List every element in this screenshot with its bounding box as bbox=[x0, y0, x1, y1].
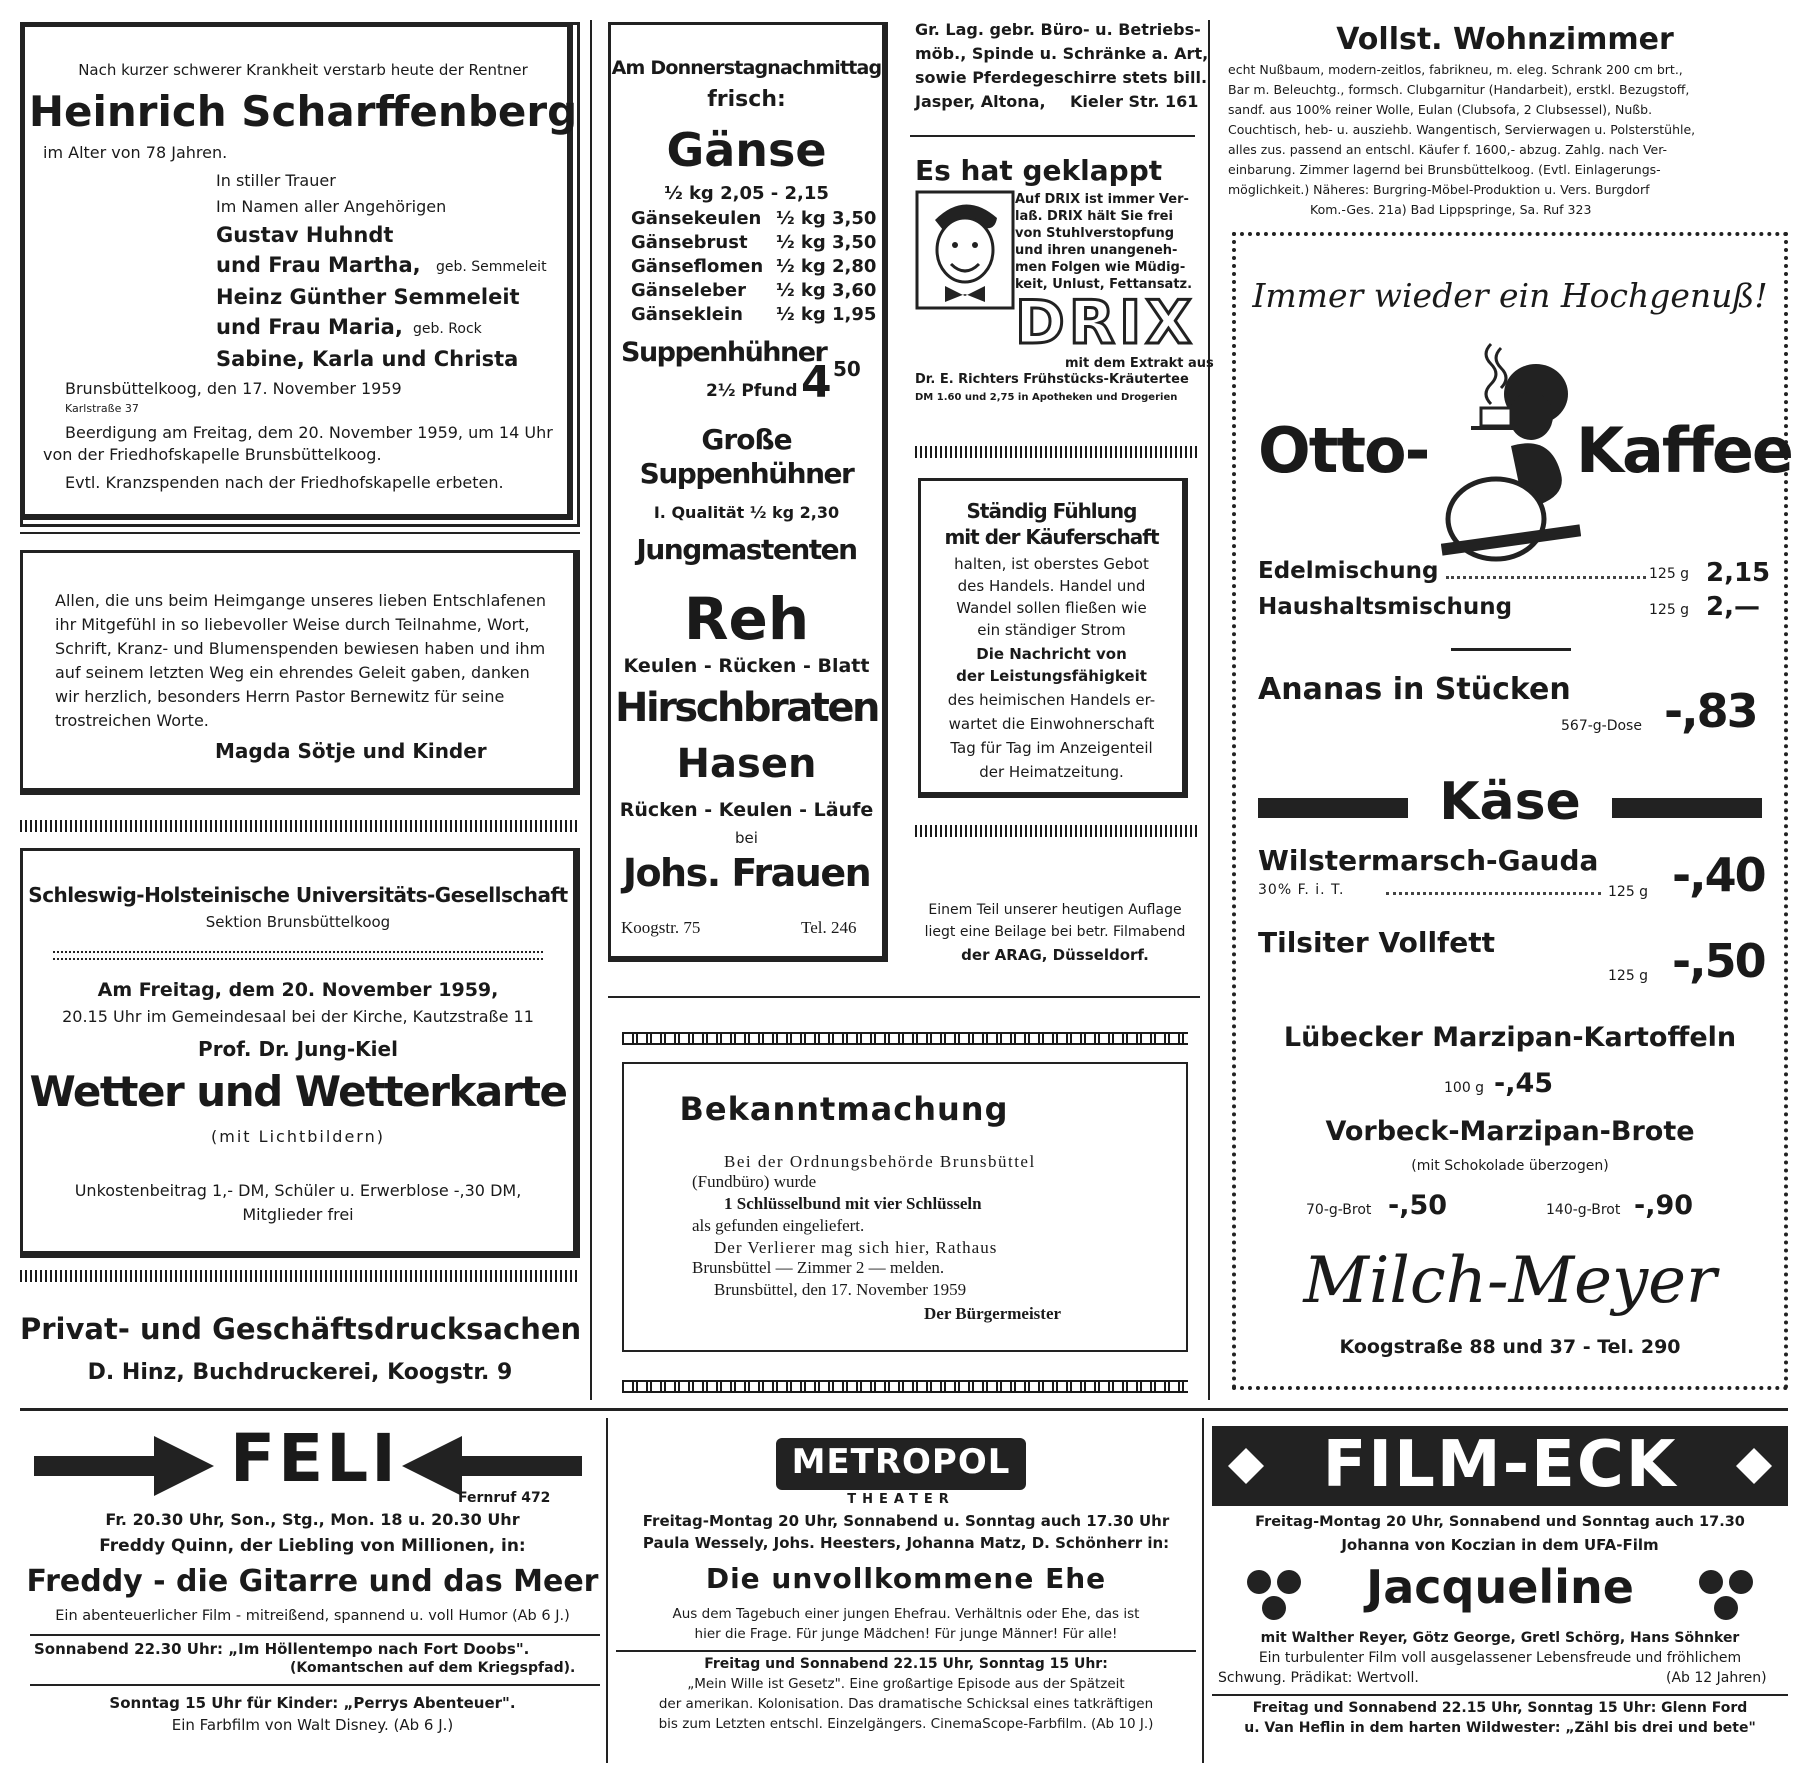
obituary-intro: Nach kurzer schwerer Krankheit verstarb heute der Rentner bbox=[78, 61, 528, 79]
lecture-date: Am Freitag, dem 20. November 1959, bbox=[97, 979, 499, 1001]
filmeck-desc: Schwung. Prädikat: Wertvoll. bbox=[1218, 1670, 1419, 1686]
drix-text: keit, Unlust, Fettansatz. bbox=[1015, 277, 1193, 292]
obituary-street: Karlstraße 37 bbox=[65, 402, 139, 415]
milch-marzipan-price: -,90 bbox=[1634, 1190, 1694, 1221]
drix-headline: Es hat geklappt bbox=[915, 154, 1163, 187]
drix-price: DM 1.60 und 2,75 in Apotheken und Drogerien bbox=[915, 392, 1178, 403]
notice-line: 1 Schlüsselbund mit vier Schlüsseln bbox=[724, 1194, 982, 1213]
lecture-time: 20.15 Uhr im Gemeindesaal bei der Kirche, Kautzstraße 11 bbox=[62, 1007, 534, 1026]
furniture-small-line: Gr. Lag. gebr. Büro- u. Betriebs- bbox=[915, 20, 1201, 39]
milch-cheese-weight: 125 g bbox=[1608, 884, 1649, 900]
livingroom-title: Vollst. Wohnzimmer bbox=[1336, 22, 1674, 57]
contact-heading: Ständig Fühlung bbox=[966, 499, 1137, 523]
game-soup: Suppenhühner bbox=[621, 337, 827, 368]
game-item-price: ½ kg 3,50 bbox=[776, 232, 877, 253]
lecture-title: Wetter und Wetterkarte bbox=[29, 1067, 567, 1116]
feli-star: Freddy Quinn, der Liebling von Millionen, in: bbox=[99, 1536, 526, 1556]
milch-pine: Ananas in Stücken bbox=[1258, 672, 1571, 707]
metropol-film: Die unvollkommene Ehe bbox=[705, 1562, 1107, 1595]
thanks-line: Schrift, Kranz- und Blumenspenden bewiesen haben und ihm bbox=[55, 639, 546, 658]
metropol-late: der amerikan. Kolonisation. Das dramatische Schicksal eines tatkräftigen bbox=[658, 1696, 1154, 1712]
feli-kids: Sonntag 15 Uhr für Kinder: „Perrys Abenteuer". bbox=[109, 1694, 516, 1712]
milch-shop: Milch-Meyer bbox=[1303, 1244, 1717, 1318]
feli-ad bbox=[20, 1418, 605, 1763]
metropol-sub: THEATER bbox=[847, 1492, 955, 1507]
obituary-burial: von der Friedhofskapelle Brunsbüttelkoog. bbox=[43, 445, 382, 464]
obituary-mourn1: In stiller Trauer bbox=[216, 171, 336, 190]
obituary-mourner: und Frau Martha, bbox=[216, 253, 421, 277]
filmeck-desc: mit Walther Reyer, Götz George, Gretl Schörg, Hans Söhnker bbox=[1260, 1630, 1740, 1646]
milch-slogan: Immer wieder ein Hochgenuß! bbox=[1252, 276, 1768, 315]
obituary-mourn2: Im Namen aller Angehörigen bbox=[216, 197, 447, 216]
livingroom-line: Bar m. Beleuchtg., formsch. Clubgarnitur (Handarbeit), erstkl. Bezugstoff, bbox=[1228, 82, 1690, 97]
milch-marzipan-weight: 70-g-Brot bbox=[1306, 1202, 1372, 1218]
metropol-desc: hier die Frage. Für junge Mädchen! Für junge Männer! Für alle! bbox=[694, 1626, 1118, 1642]
drix-text: laß. DRIX hält Sie frei bbox=[1015, 209, 1173, 224]
milch-coffee-weight: 125 g bbox=[1649, 602, 1690, 618]
lecture-fee: Unkostenbeitrag 1,- DM, Schüler u. Erwerblose -,30 DM, bbox=[74, 1181, 522, 1200]
filmeck-star: Johanna von Koczian in dem UFA-Film bbox=[1341, 1536, 1659, 1554]
game-heading: frisch: bbox=[707, 87, 786, 112]
printer-line1: Privat- und Geschäftsdrucksachen bbox=[20, 1312, 582, 1346]
milch-cheese-name: Wilstermarsch-Gauda bbox=[1258, 844, 1599, 877]
thanks-ad bbox=[20, 550, 580, 795]
notice-line: Der Bürgermeister bbox=[924, 1304, 1062, 1323]
coffee-woman-icon bbox=[1441, 334, 1581, 564]
contact-line: Wandel sollen fließen wie bbox=[956, 599, 1147, 617]
game-shop: Johs. Frauen bbox=[622, 851, 871, 895]
game-item-price: ½ kg 2,80 bbox=[776, 256, 877, 277]
drix-text: men Folgen wie Müdig- bbox=[1015, 260, 1186, 275]
milch-marzipan: Lübecker Marzipan-Kartoffeln bbox=[1283, 1022, 1737, 1053]
milch-cheese: Käse bbox=[1439, 772, 1581, 832]
metropol-times: Freitag-Montag 20 Uhr, Sonnabend u. Sonntag auch 17.30 Uhr bbox=[642, 1512, 1170, 1530]
contact-line: wartet die Einwohnerschaft bbox=[948, 715, 1155, 733]
contact-ad bbox=[918, 478, 1188, 798]
milch-marzipan: Vorbeck-Marzipan-Brote bbox=[1325, 1116, 1695, 1147]
filmeck-times: Freitag-Montag 20 Uhr, Sonnabend und Sonntag auch 17.30 bbox=[1255, 1514, 1745, 1530]
drix-man-face-icon bbox=[915, 190, 1015, 310]
drix-text: von Stuhlverstopfung bbox=[1015, 226, 1175, 241]
filmeck-desc: Ein turbulenter Film voll ausgelassener Lebensfreude und fröhlichem bbox=[1258, 1650, 1742, 1666]
diamond-icon bbox=[1736, 1448, 1772, 1484]
milch-cheese-name: Tilsiter Vollfett bbox=[1258, 926, 1496, 959]
insert-line: liegt eine Beilage bei betr. Filmabend bbox=[924, 924, 1186, 940]
milch-coffee-name: Haushaltsmischung bbox=[1258, 594, 1513, 620]
notice-line: Der Verlierer mag sich hier, Rathaus bbox=[714, 1238, 998, 1257]
milch-cheese-price: -,40 bbox=[1672, 848, 1765, 902]
contact-line: Tag für Tag im Anzeigenteil bbox=[950, 739, 1153, 757]
feli-phone: Fernruf 472 bbox=[458, 1490, 551, 1506]
notice-ad bbox=[622, 1062, 1188, 1352]
milch-kaffee: Kaffee bbox=[1576, 414, 1792, 487]
game-goose: Gänse bbox=[666, 123, 827, 177]
game-ad bbox=[608, 22, 888, 962]
lecture-speaker: Prof. Dr. Jung-Kiel bbox=[198, 1037, 398, 1061]
livingroom-line: echt Nußbaum, modern-zeitlos, fabrikneu, m. eleg. Schrank 200 cm brt., bbox=[1228, 62, 1683, 77]
livingroom-line: Couchtisch, heb- u. ausziehb. Wangentisch, Servierwagen u. Polsterstühle, bbox=[1228, 122, 1696, 137]
obituary-ad bbox=[20, 22, 580, 527]
thanks-signature: Magda Sötje und Kinder bbox=[215, 739, 487, 763]
livingroom-line: möglichkeit.) Näheres: Burgring-Möbel-Produktion u. Vers. Burgdorf bbox=[1228, 182, 1650, 197]
game-item-name: Gänseflomen bbox=[631, 256, 764, 277]
lecture-section: Sektion Brunsbüttelkoog bbox=[205, 913, 391, 931]
obituary-mourner: und Frau Maria, bbox=[216, 315, 403, 339]
game-roast: Hirschbraten bbox=[615, 685, 878, 731]
contact-line: ein ständiger Strom bbox=[977, 621, 1126, 639]
game-item-price: ½ kg 3,50 bbox=[776, 208, 877, 229]
game-heading: Am Donnerstagnachmittag bbox=[611, 57, 882, 79]
game-tel: Tel. 246 bbox=[801, 918, 857, 937]
feli-name: FELI bbox=[230, 1420, 399, 1497]
filmeck-film: Jacqueline bbox=[1366, 1560, 1634, 1614]
obituary-mourner-maiden: geb. Rock bbox=[413, 321, 482, 337]
contact-line: halten, ist oberstes Gebot bbox=[954, 555, 1149, 573]
milch-address: Koogstraße 88 und 37 - Tel. 290 bbox=[1339, 1336, 1681, 1358]
game-item-name: Gänseleber bbox=[631, 280, 747, 301]
game-bei: bei bbox=[735, 829, 758, 847]
milch-cheese-weight: 125 g bbox=[1608, 968, 1649, 984]
obituary-mourner: Sabine, Karla und Christa bbox=[216, 347, 519, 371]
game-duck: Jungmastenten bbox=[636, 533, 857, 566]
metropol-desc: Aus dem Tagebuch einer jungen Ehefrau. Verhältnis oder Ehe, das ist bbox=[672, 1606, 1140, 1622]
contact-line: des heimischen Handels er- bbox=[947, 691, 1156, 709]
metropol-late: Freitag und Sonnabend 22.15 Uhr, Sonntag 15 Uhr: bbox=[704, 1656, 1108, 1672]
game-item-name: Gänsebrust bbox=[631, 232, 748, 253]
filmeck-name: FILM-ECK bbox=[1322, 1428, 1678, 1502]
livingroom-line: Kom.-Ges. 21a) Bad Lippspringe, Sa. Ruf 323 bbox=[1310, 202, 1592, 217]
lecture-subtitle: (mit Lichtbildern) bbox=[211, 1127, 385, 1146]
dots-icon bbox=[1696, 1568, 1756, 1624]
obituary-name: Heinrich Scharffenberg bbox=[28, 87, 578, 136]
contact-line: der Heimatzeitung. bbox=[979, 763, 1124, 781]
obituary-age: im Alter von 78 Jahren. bbox=[43, 143, 228, 162]
notice-line: Brunsbüttel, den 17. November 1959 bbox=[714, 1280, 967, 1299]
feli-desc: Ein abenteuerlicher Film - mitreißend, spannend u. voll Humor (Ab 6 J.) bbox=[55, 1608, 570, 1624]
livingroom-line: alles zus. passend an entschl. Käufer f. 1600,- abzug. Zahlg. nach Ver- bbox=[1228, 142, 1668, 157]
furniture-small-line: Kieler Str. 161 bbox=[1070, 92, 1199, 111]
thanks-line: ihr Mitgefühl in so liebevoller Weise durch Teilnahme, Wort, bbox=[55, 615, 530, 634]
insert-line: der ARAG, Düsseldorf. bbox=[961, 946, 1149, 964]
thanks-line: auf seinem letzten Weg ein ehrendes Geleit gaben, danken bbox=[55, 663, 530, 682]
game-hare-cuts: Rücken - Keulen - Läufe bbox=[619, 799, 874, 821]
filmeck-ad bbox=[1212, 1418, 1788, 1763]
obituary-mourner: Heinz Günther Semmeleit bbox=[216, 285, 520, 309]
milch-coffee-name: Edelmischung bbox=[1258, 558, 1439, 584]
furniture-small-line: sowie Pferdegeschirre stets bill. bbox=[915, 68, 1208, 87]
metropol-ad bbox=[616, 1418, 1196, 1763]
game-item-name: Gänseklein bbox=[631, 304, 743, 325]
feli-times: Fr. 20.30 Uhr, Son., Stg., Mon. 18 u. 20.30 Uhr bbox=[105, 1510, 520, 1529]
milch-coffee-weight: 125 g bbox=[1649, 566, 1690, 582]
obituary-wreath: Evtl. Kranzspenden nach der Friedhofskapelle erbeten. bbox=[65, 473, 504, 492]
game-soup-qty: 2½ Pfund bbox=[706, 381, 798, 401]
thanks-line: Allen, die uns beim Heimgange unseres lieben Entschlafenen bbox=[55, 591, 546, 610]
thanks-line: wir herzlich, besonders Herrn Pastor Bernewitz für seine bbox=[55, 687, 505, 706]
milch-coffee-price: 2,15 bbox=[1706, 558, 1771, 588]
drix-brand: DRIX bbox=[1015, 288, 1196, 358]
milch-pine-weight: 567-g-Dose bbox=[1561, 718, 1642, 734]
notice-line: (Fundbüro) wurde bbox=[692, 1172, 817, 1191]
game-address: Koogstr. 75 bbox=[621, 918, 701, 937]
milch-cheese-fat: 30% F. i. T. bbox=[1258, 882, 1345, 898]
milch-cheese-price: -,50 bbox=[1672, 934, 1765, 988]
furniture-small-line: Jasper, Altona, bbox=[915, 92, 1046, 111]
milch-otto: Otto- bbox=[1258, 414, 1429, 487]
notice-line: Brunsbüttel — Zimmer 2 — melden. bbox=[692, 1258, 945, 1277]
drix-maker: Dr. E. Richters Frühstücks-Kräutertee bbox=[915, 372, 1189, 387]
game-big-price: I. Qualität ½ kg 2,30 bbox=[653, 503, 840, 522]
notice-title: Bekanntmachung bbox=[679, 1090, 1009, 1128]
thanks-line: trostreichen Worte. bbox=[55, 711, 209, 730]
feli-late: Sonnabend 22.30 Uhr: „Im Höllentempo nach Fort Doobs". bbox=[34, 1640, 530, 1658]
drix-text: Auf DRIX ist immer Ver- bbox=[1015, 192, 1189, 207]
milch-marzipan-price: -,45 bbox=[1494, 1068, 1554, 1099]
drix-ad bbox=[915, 148, 1214, 418]
lecture-ad bbox=[20, 848, 580, 1258]
contact-line: Die Nachricht von bbox=[976, 645, 1127, 663]
milch-marzipan-weight: 140-g-Brot bbox=[1546, 1202, 1621, 1218]
filmeck-late: u. Van Heflin in dem harten Wildwester: „Zähl bis drei und bete" bbox=[1244, 1720, 1756, 1736]
milch-coffee-price: 2,— bbox=[1706, 592, 1760, 622]
metropol-late: bis zum Letzten entschl. Einzelgängers. CinemaScope-Farbfilm. (Ab 10 J.) bbox=[658, 1716, 1154, 1732]
arrow-right-icon bbox=[34, 1436, 214, 1496]
lecture-members: Mitglieder frei bbox=[242, 1205, 354, 1224]
metropol-late: „Mein Wille ist Gesetz". Eine großartige Episode aus der Spätzeit bbox=[687, 1676, 1125, 1692]
obituary-mourner: Gustav Huhndt bbox=[216, 223, 394, 247]
milch-pine-price: -,83 bbox=[1664, 684, 1757, 738]
game-item-price: ½ kg 3,60 bbox=[776, 280, 877, 301]
contact-line: des Handels. Handel und bbox=[957, 577, 1146, 595]
feli-film: Freddy - die Gitarre und das Meer bbox=[26, 1564, 599, 1599]
feli-late: (Komantschen auf dem Kriegspfad). bbox=[290, 1660, 576, 1676]
game-big: Große bbox=[701, 423, 792, 456]
obituary-mourner-maiden: geb. Semmeleit bbox=[436, 259, 547, 275]
game-goose-price: ½ kg 2,05 - 2,15 bbox=[664, 183, 829, 204]
furniture-small-line: möb., Spinde u. Schränke a. Art, bbox=[915, 44, 1209, 63]
game-soup-cents: 50 bbox=[833, 357, 861, 381]
drix-text: und ihren unangeneh- bbox=[1015, 243, 1178, 258]
milch-marzipan-sub: (mit Schokolade überzogen) bbox=[1411, 1158, 1609, 1174]
livingroom-line: sandf. aus 100% reiner Wolle, Eulan (Clubsofa, 2 Clubsessel), Nußb. bbox=[1228, 102, 1653, 117]
metropol-cast: Paula Wessely, Johs. Heesters, Johanna Matz, D. Schönherr in: bbox=[642, 1534, 1170, 1552]
game-soup-price: 4 bbox=[801, 357, 832, 408]
notice-line: Bei der Ordnungsbehörde Brunsbüttel bbox=[724, 1152, 1036, 1171]
livingroom-line: einbarung. Zimmer lagernd bei Brunsbüttelkoog. (Evtl. Einlagerungs- bbox=[1228, 162, 1661, 177]
contact-line: der Leistungsfähigkeit bbox=[956, 667, 1147, 685]
game-item-name: Gänsekeulen bbox=[631, 208, 762, 229]
game-big: Suppenhühner bbox=[639, 457, 854, 490]
feli-kids: Ein Farbfilm von Walt Disney. (Ab 6 J.) bbox=[171, 1716, 454, 1734]
filmeck-age: (Ab 12 Jahren) bbox=[1666, 1670, 1767, 1686]
game-deer: Reh bbox=[683, 585, 810, 653]
drix-sub: mit dem Extrakt aus bbox=[1065, 356, 1214, 371]
contact-heading: mit der Käuferschaft bbox=[944, 525, 1159, 549]
printer-line2: D. Hinz, Buchdruckerei, Koogstr. 9 bbox=[87, 1360, 513, 1385]
filmeck-late: Freitag und Sonnabend 22.15 Uhr, Sonntag 15 Uhr: Glenn Ford bbox=[1252, 1700, 1748, 1716]
obituary-place: Brunsbüttelkoog, den 17. November 1959 bbox=[65, 379, 402, 398]
notice-line: als gefunden eingeliefert. bbox=[692, 1216, 865, 1235]
game-hare: Hasen bbox=[676, 741, 817, 787]
lecture-org: Schleswig-Holsteinische Universitäts-Gesellschaft bbox=[28, 883, 568, 907]
arrow-left-icon bbox=[402, 1436, 582, 1496]
milch-meyer-ad bbox=[1232, 232, 1792, 1390]
game-item-price: ½ kg 1,95 bbox=[776, 304, 877, 325]
milch-marzipan-weight: 100 g bbox=[1444, 1080, 1485, 1096]
metropol-name: METROPOL bbox=[791, 1442, 1011, 1482]
milch-marzipan-price: -,50 bbox=[1388, 1190, 1448, 1221]
obituary-burial: Beerdigung am Freitag, dem 20. November 1959, um 14 Uhr bbox=[65, 423, 553, 442]
game-deer-cuts: Keulen - Rücken - Blatt bbox=[623, 655, 870, 677]
insert-line: Einem Teil unserer heutigen Auflage bbox=[928, 902, 1182, 918]
